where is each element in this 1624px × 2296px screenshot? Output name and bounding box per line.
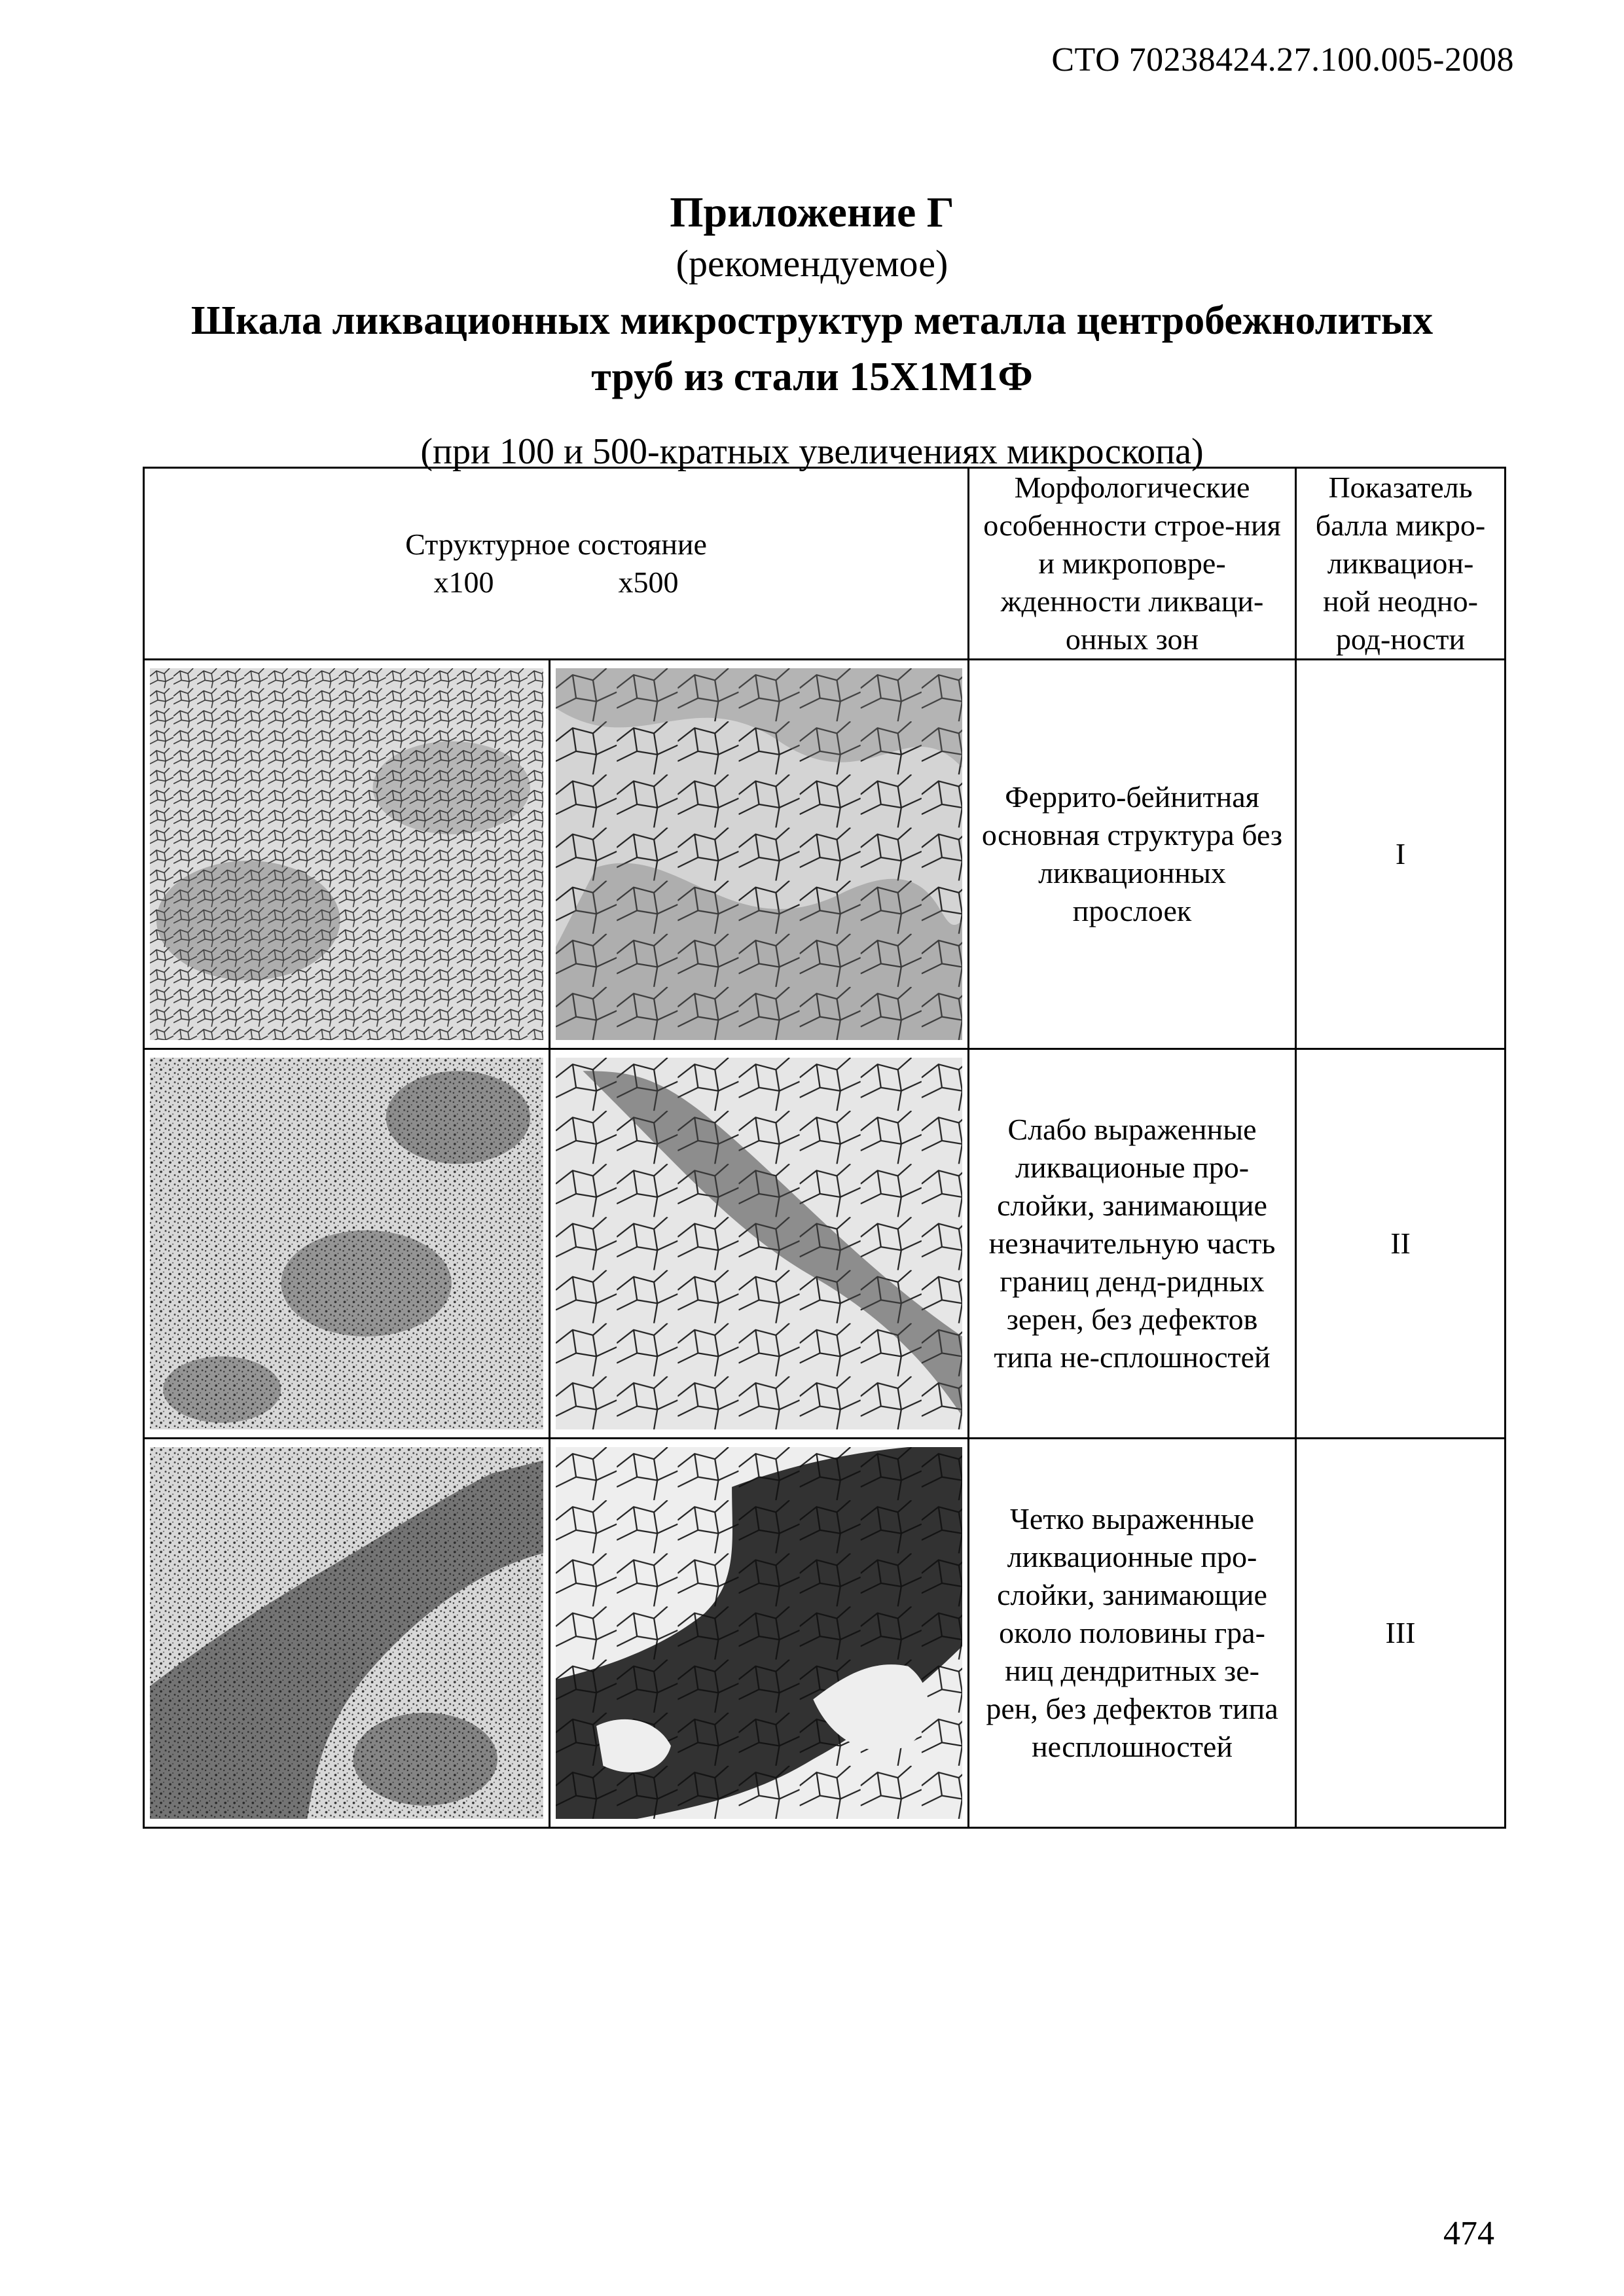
main-title-line-2: труб из стали 15Х1М1Ф [591, 355, 1033, 399]
micrograph-x500-image [556, 1447, 962, 1819]
header-score: Показатель балла микро-ликвацион-ной неодно-род-ности [1296, 468, 1506, 660]
document-code: СТО 70238424.27.100.005-2008 [1051, 41, 1514, 79]
magnification-note: (при 100 и 500-кратных увеличениях микроскопа) [420, 431, 1204, 472]
row-description: Четко выраженные ликвационные про-слойки, занимающие около половины гра-ниц дендритных зе-рен, без дефектов типа несплошностей [969, 1439, 1296, 1828]
segregation-scale-table [143, 467, 1506, 1829]
micrograph-x100-image [150, 1447, 543, 1819]
row-score: I [1296, 660, 1506, 1049]
micrograph-x100-image [150, 668, 543, 1040]
header-mag-500: х500 [618, 565, 679, 599]
header-structural-state-label: Структурное состояние [405, 528, 707, 561]
title-block [0, 187, 1624, 475]
micrograph-x100-cell [144, 1049, 550, 1439]
micrograph-x500-cell [550, 660, 969, 1049]
micrograph-x500-cell [550, 1439, 969, 1828]
main-title-line-1: Шкала ликвационных микроструктур металла центробежнолитых [190, 298, 1434, 343]
micrograph-x100-image [150, 1058, 543, 1429]
table-row [144, 1439, 1506, 1828]
main-title [0, 293, 1624, 405]
micrograph-x500-image [556, 1058, 962, 1429]
row-score: III [1296, 1439, 1506, 1828]
micrograph-x100-cell [144, 1439, 550, 1828]
header-morphology: Морфологические особенности строе-ния и микроповре-жденности ликваци-онных зон [969, 468, 1296, 660]
table-row [144, 660, 1506, 1049]
header-mag-100: х100 [433, 565, 494, 599]
row-score: II [1296, 1049, 1506, 1439]
row-description: Слабо выраженные ликвационые про-слойки, занимающие незначительную часть границ денд-ридных зерен, без дефектов типа не-сплошностей [969, 1049, 1296, 1439]
table-row [144, 1049, 1506, 1439]
appendix-title: Приложение Г [670, 188, 954, 236]
page-number: 474 [1443, 2215, 1494, 2252]
appendix-status: (рекомендуемое) [676, 242, 948, 285]
row-description: Феррито-бейнитная основная структура без ликвационных прослоек [969, 660, 1296, 1049]
micrograph-x500-image [556, 668, 962, 1040]
micrograph-x100-cell [144, 660, 550, 1049]
micrograph-x500-cell [550, 1049, 969, 1439]
table-header-row [144, 468, 1506, 660]
header-structural-state [144, 468, 969, 660]
